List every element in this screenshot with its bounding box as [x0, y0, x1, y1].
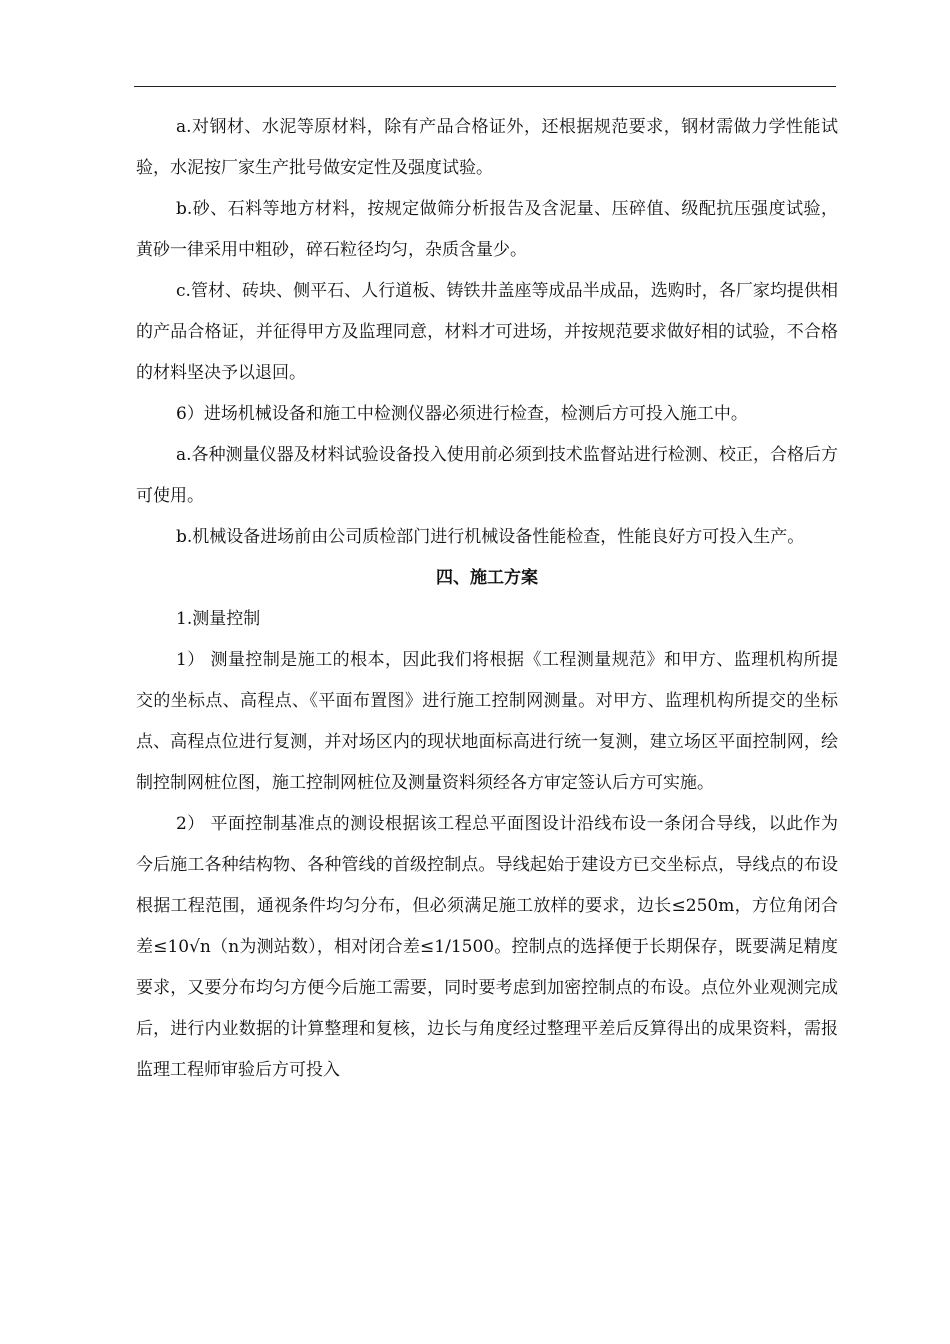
paragraph-instruments: a.各种测量仪器及材料试验设备投入使用前必须到技术监督站进行检测、校正，合格后方可使用。 — [136, 445, 838, 506]
paragraph-steel-cement: a.对钢材、水泥等原材料，除有产品合格证外，还根据规范要求，钢材需做力学性能试验，水泥按厂家生产批号做安定性及强度试验。 — [136, 117, 838, 178]
paragraph-survey-basis: 1） 测量控制是施工的根本，因此我们将根据《工程测量规范》和甲方、监理机构所提交的坐标点、高程点、《平面布置图》进行施工控制网测量。对甲方、监理机构所提交的坐标点、高程点位进行复测，并对场区内的现状地面标高进行统一复测，建立场区平面控制网，绘制控制网桩位图，施工控制网桩位及测量资料须经各方审定签认后方可实施。 — [136, 650, 838, 793]
paragraph-sand-stone: b.砂、石料等地方材料，按规定做筛分析报告及含泥量、压碎值、级配抗压强度试验，黄砂一律采用中粗砂，碎石粒径均匀，杂质含量少。 — [136, 199, 838, 260]
paragraph-machinery: b.机械设备进场前由公司质检部门进行机械设备性能检查，性能良好方可投入生产。 — [176, 527, 805, 547]
page-body — [136, 107, 838, 1091]
paragraph-finished-products: c.管材、砖块、侧平石、人行道板、铸铁井盖座等成品半成品，选购时，各厂家均提供相的产品合格证，并征得甲方及监理同意，材料才可进场，并按规范要求做好相的试验，不合格的材料坚决予以退回。 — [136, 281, 838, 383]
header-rule — [134, 86, 836, 87]
section-heading: 四、施工方案 — [436, 568, 538, 588]
subheading-survey-control: 1.测量控制 — [176, 609, 261, 629]
paragraph-equipment-check: 6）进场机械设备和施工中检测仪器必须进行检查，检测后方可投入施工中。 — [176, 404, 748, 424]
paragraph-control-points: 2） 平面控制基准点的测设根据该工程总平面图设计沿线布设一条闭合导线，以此作为今后施工各种结构物、各种管线的首级控制点。导线起始于建设方已交坐标点，导线点的布设根据工程范围，通视条件均匀分布，但必须满足施工放样的要求，边长≤250m，方位角闭合差≤10√n（n为测站数），相对闭合差≤1/1500。控制点的选择便于长期保存，既要满足精度要求，又要分布均匀方便今后施工需要，同时要考虑到加密控制点的布设。点位外业观测完成后，进行内业数据的计算整理和复核，边长与角度经过整理平差后反算得出的成果资料，需报监理工程师审验后方可投入 — [136, 814, 838, 1080]
